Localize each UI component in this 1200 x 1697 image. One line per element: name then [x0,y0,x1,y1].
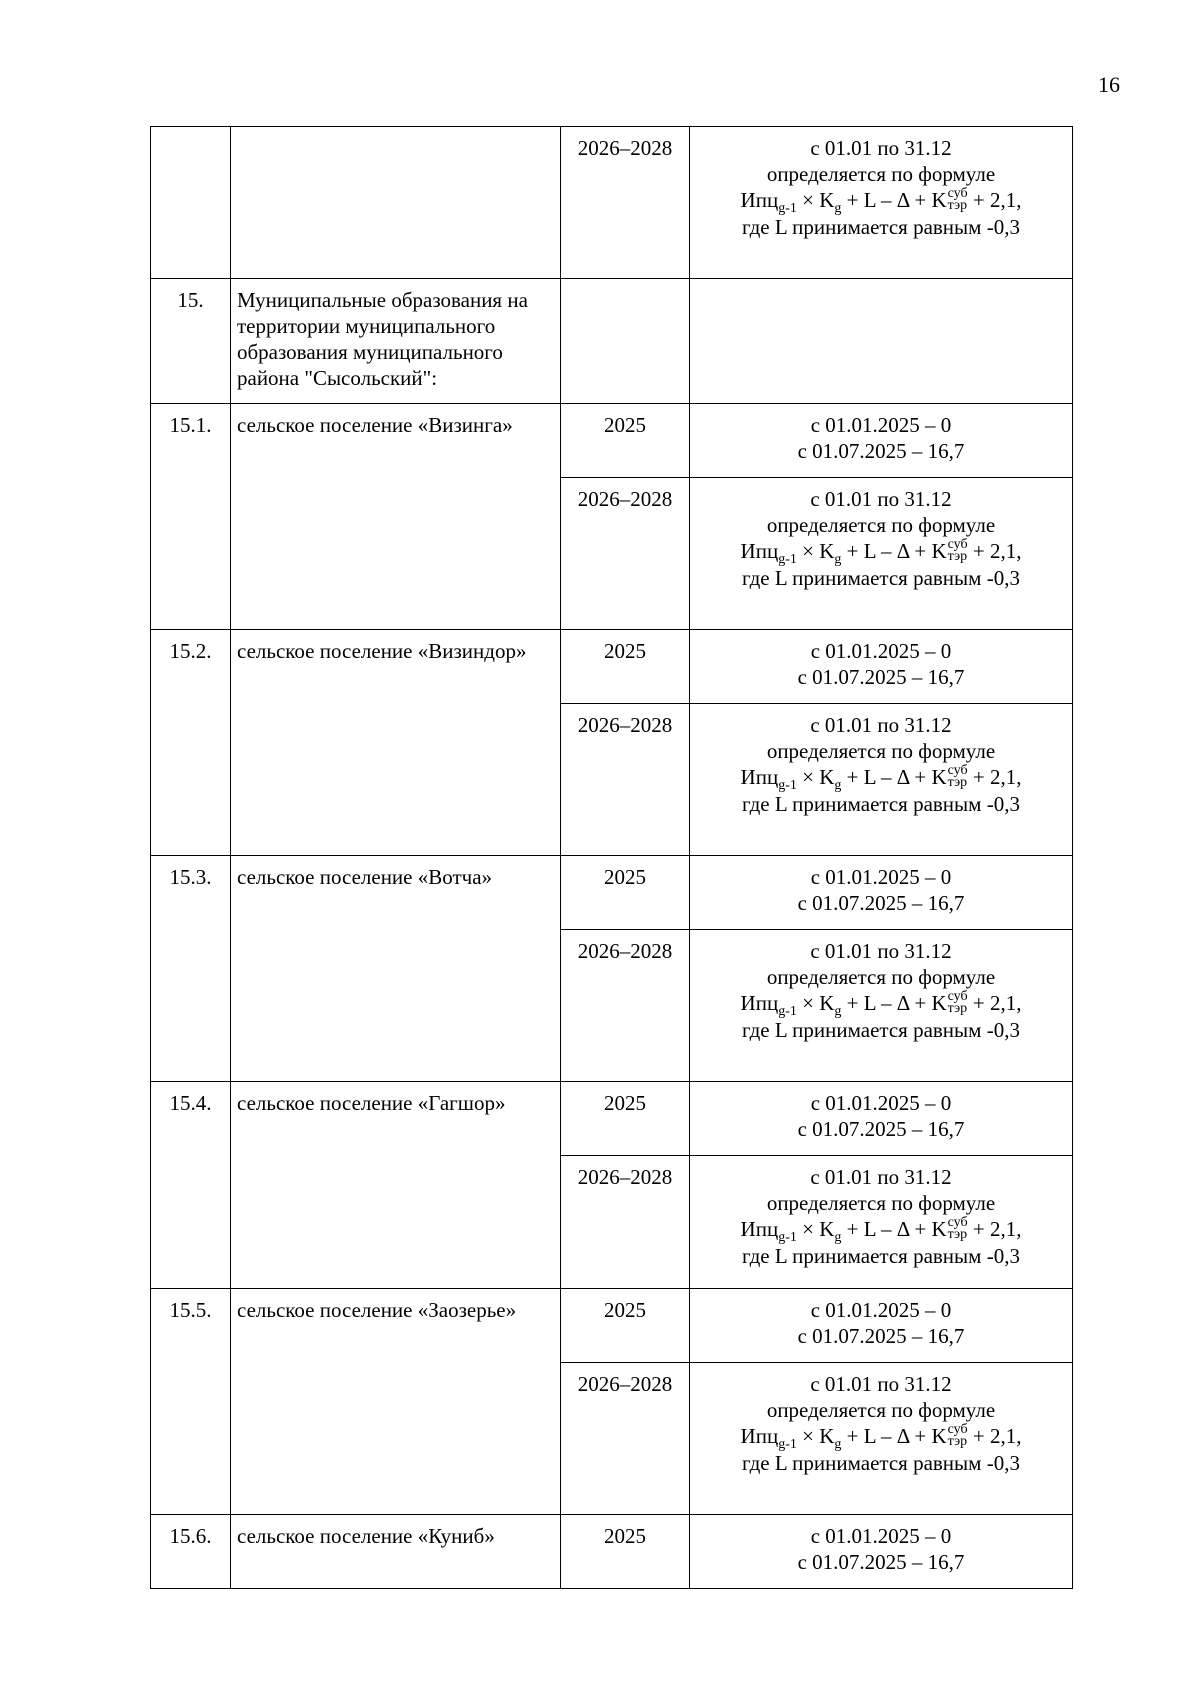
tariff-table [150,126,1073,1589]
row-name-cell [231,127,561,279]
formula-cell: с 01.01 по 31.12 определяется по формуле $Ипц_{g-1} \times K_g + L - \Delta + K$ суб тэр + 2,1, где L принимается равным -0,3 [690,478,1073,630]
row-name-cell: сельское поселение «Куниб» [231,1515,561,1589]
row-name-cell: сельское поселение «Визинга» [231,404,561,630]
formula-cell: с 01.01 по 31.12 определяется по формуле $Ипц_{g-1} \times K_g + L - \Delta + K$ суб тэр + 2,1, где L принимается равным -0,3 [690,704,1073,856]
table-row [151,127,1073,279]
row-number-cell: 15. [151,279,231,404]
row-number-cell [151,127,231,279]
table-row [151,1082,1073,1156]
row-number-cell: 15.4. [151,1082,231,1289]
row-number-cell: 15.2. [151,630,231,856]
table-row [151,856,1073,930]
row-name-cell: сельское поселение «Визиндор» [231,630,561,856]
table-row [151,1289,1073,1363]
period-cell: 2026–2028 [561,930,690,1082]
period-cell: 2025 [561,1082,690,1156]
formula-cell: с 01.01 по 31.12 определяется по формуле $Ипц_{g-1} \times K_g + L - \Delta + K$ суб тэр + 2,1, где L принимается равным -0,3 [690,930,1073,1082]
table-row [151,1515,1073,1589]
period-cell [561,279,690,404]
period-cell: 2026–2028 [561,704,690,856]
period-cell: 2025 [561,404,690,478]
period-cell: 2026–2028 [561,1156,690,1289]
row-name-cell: Муниципальные образования на территории муниципального образования муниципального района "Сысольский": [231,279,561,404]
formula-cell: с 01.01 по 31.12 определяется по формуле $Ипц_{g-1} \times K_g + L - \Delta + K$ суб тэр + 2,1, где L принимается равным -0,3 [690,1363,1073,1515]
period-cell: 2025 [561,1515,690,1589]
period-cell: 2026–2028 [561,478,690,630]
value-cell: с 01.01.2025 – 0 с 01.07.2025 – 16,7 [690,856,1073,930]
value-cell: с 01.01.2025 – 0 с 01.07.2025 – 16,7 [690,1515,1073,1589]
row-name-cell: сельское поселение «Гагшор» [231,1082,561,1289]
formula-cell: с 01.01 по 31.12 определяется по формуле $Ипц_{g-1} \times K_g + L - \Delta + K$ суб тэр + 2,1, где L принимается равным -0,3 [690,1156,1073,1289]
value-cell: с 01.01.2025 – 0 с 01.07.2025 – 16,7 [690,630,1073,704]
row-number-cell: 15.6. [151,1515,231,1589]
value-cell [690,279,1073,404]
period-cell: 2026–2028 [561,1363,690,1515]
row-number-cell: 15.1. [151,404,231,630]
page-number: 16 [1098,72,1120,97]
table-row [151,404,1073,478]
value-cell: с 01.01.2025 – 0 с 01.07.2025 – 16,7 [690,1289,1073,1363]
row-number-cell: 15.3. [151,856,231,1082]
table-row [151,630,1073,704]
value-cell: с 01.01.2025 – 0 с 01.07.2025 – 16,7 [690,404,1073,478]
row-number-cell: 15.5. [151,1289,231,1515]
row-name-cell: сельское поселение «Вотча» [231,856,561,1082]
value-cell: с 01.01.2025 – 0 с 01.07.2025 – 16,7 [690,1082,1073,1156]
period-cell: 2025 [561,1289,690,1363]
period-cell: 2025 [561,630,690,704]
table-row [151,279,1073,404]
row-name-cell: сельское поселение «Заозерье» [231,1289,561,1515]
period-cell: 2026–2028 [561,127,690,279]
period-cell: 2025 [561,856,690,930]
formula-cell: с 01.01 по 31.12 определяется по формуле $Ипц_{g-1} \times K_g + L - \Delta + K$ суб тэр + 2,1, где L принимается равным -0,3 [690,127,1073,279]
